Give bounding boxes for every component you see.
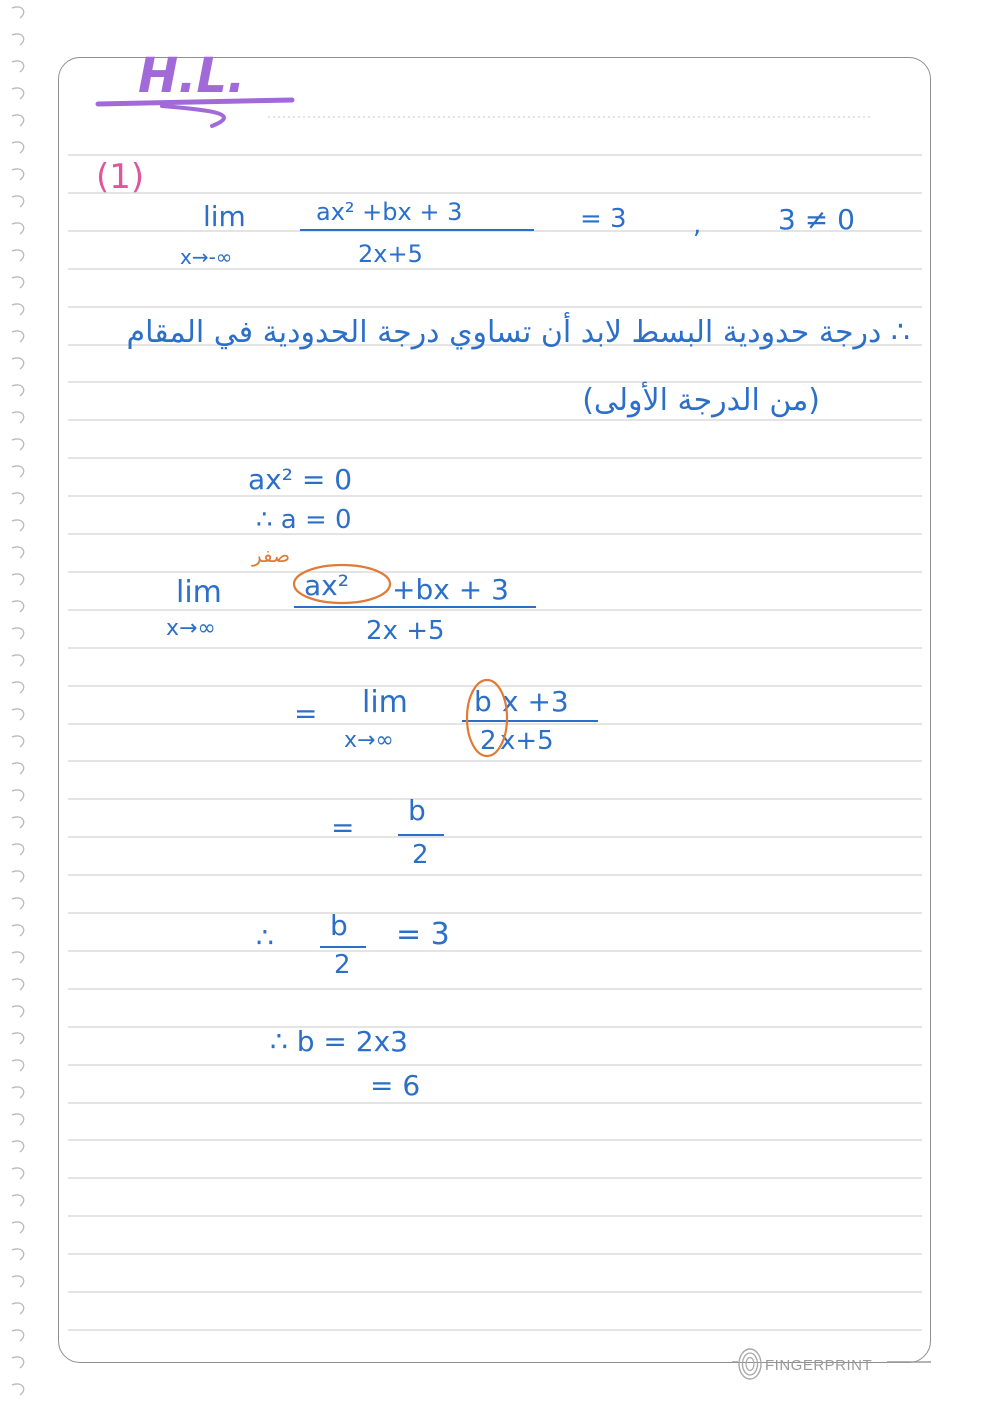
step2-num-circled: ax²	[304, 569, 349, 602]
spiral-hole	[12, 709, 24, 720]
step5-fraction-bar	[320, 946, 366, 948]
spiral-hole	[12, 1006, 24, 1017]
spiral-hole	[12, 1195, 24, 1206]
step3-den-rest: x+5	[500, 726, 554, 756]
spiral-hole	[12, 412, 24, 423]
spiral-hole	[12, 358, 24, 369]
spiral-hole	[12, 790, 24, 801]
step3-equals: =	[294, 697, 318, 730]
spiral-hole	[12, 1168, 24, 1179]
step2-circle	[290, 560, 394, 608]
spiral-hole	[12, 1087, 24, 1098]
given-fraction-bar	[300, 229, 534, 231]
spiral-hole	[12, 925, 24, 936]
spiral-hole	[12, 115, 24, 126]
step1-eq1: ax² = 0	[248, 463, 353, 496]
given-limit-sub: x→-∞	[180, 245, 233, 269]
step3-num-rest: x +3	[502, 685, 569, 718]
spiral-hole	[12, 1330, 24, 1341]
spiral-hole	[12, 628, 24, 639]
spiral-hole	[12, 223, 24, 234]
step1-eq2: ∴ a = 0	[256, 505, 352, 535]
step5-therefore: ∴	[256, 921, 274, 954]
spiral-hole	[12, 142, 24, 153]
step3-num-b: b	[474, 685, 492, 718]
spiral-hole	[12, 1303, 24, 1314]
given-condition: 3 ≠ 0	[778, 203, 855, 236]
step5-equals: = 3	[396, 917, 450, 952]
spiral-hole	[12, 736, 24, 747]
spiral-hole	[12, 61, 24, 72]
spiral-hole	[12, 952, 24, 963]
spiral-hole	[12, 385, 24, 396]
spiral-hole	[12, 304, 24, 315]
step2-denominator: 2x +5	[366, 616, 445, 646]
step3-den-2: 2	[480, 726, 497, 756]
page-title: H.L.	[138, 48, 246, 104]
spiral-binding	[6, 0, 36, 1403]
step5-denominator: 2	[334, 950, 351, 980]
spiral-hole	[12, 277, 24, 288]
spiral-hole	[12, 574, 24, 585]
problem-number: (1)	[96, 157, 145, 197]
spiral-hole	[12, 1060, 24, 1071]
spiral-hole	[12, 493, 24, 504]
spiral-hole	[12, 331, 24, 342]
spiral-hole	[12, 547, 24, 558]
step3-limit-sub: x→∞	[344, 728, 394, 753]
spiral-hole	[12, 439, 24, 450]
spiral-hole	[12, 1249, 24, 1260]
spiral-hole	[12, 1276, 24, 1287]
spiral-hole	[12, 1357, 24, 1368]
spiral-hole	[12, 898, 24, 909]
spiral-hole	[12, 844, 24, 855]
spiral-hole	[12, 871, 24, 882]
spiral-hole	[12, 979, 24, 990]
spiral-hole	[12, 169, 24, 180]
spiral-hole	[12, 250, 24, 261]
spiral-hole	[12, 1114, 24, 1125]
given-comma: ,	[693, 210, 702, 240]
step4-equals: =	[331, 811, 355, 844]
spiral-hole	[12, 196, 24, 207]
spiral-hole	[12, 7, 24, 18]
step2-fraction-bar	[294, 606, 536, 608]
spiral-hole	[12, 601, 24, 612]
step5-numerator: b	[330, 909, 348, 942]
step4-fraction-bar	[398, 834, 444, 836]
step6-line2: = 6	[370, 1069, 421, 1102]
step2-limit-sub: x→∞	[166, 616, 216, 641]
spiral-hole	[12, 817, 24, 828]
spiral-hole	[12, 1222, 24, 1233]
title-underline	[92, 92, 302, 134]
spiral-hole	[12, 520, 24, 531]
spiral-hole	[12, 655, 24, 666]
given-denominator: 2x+5	[358, 240, 423, 268]
spiral-hole	[12, 88, 24, 99]
spiral-hole	[12, 1141, 24, 1152]
spiral-hole	[12, 34, 24, 45]
spiral-hole	[12, 682, 24, 693]
explanation-line-2: (من الدرجة الأولى)	[582, 383, 820, 418]
step2-num-rest: +bx + 3	[392, 573, 509, 606]
explanation-line-1: ∴ درجة حدودية البسط لابد أن تساوي درجة الحدودية في المقام	[126, 315, 910, 350]
step3-circle	[462, 676, 514, 760]
step4-numerator: b	[408, 794, 426, 827]
step4-denominator: 2	[412, 840, 429, 870]
spiral-hole	[12, 1384, 24, 1395]
step3-lim: lim	[362, 685, 408, 720]
given-numerator: ax² +bx + 3	[316, 198, 463, 226]
step2-annotation: صفر	[252, 543, 291, 567]
spiral-hole	[12, 466, 24, 477]
watermark-brand: FINGERPRINT	[765, 1357, 873, 1374]
given-equals: = 3	[580, 204, 627, 234]
step6-line1: ∴ b = 2x3	[270, 1025, 408, 1058]
spiral-hole	[12, 763, 24, 774]
given-lim: lim	[203, 200, 246, 233]
spiral-hole	[12, 1033, 24, 1044]
step2-lim: lim	[176, 575, 222, 610]
